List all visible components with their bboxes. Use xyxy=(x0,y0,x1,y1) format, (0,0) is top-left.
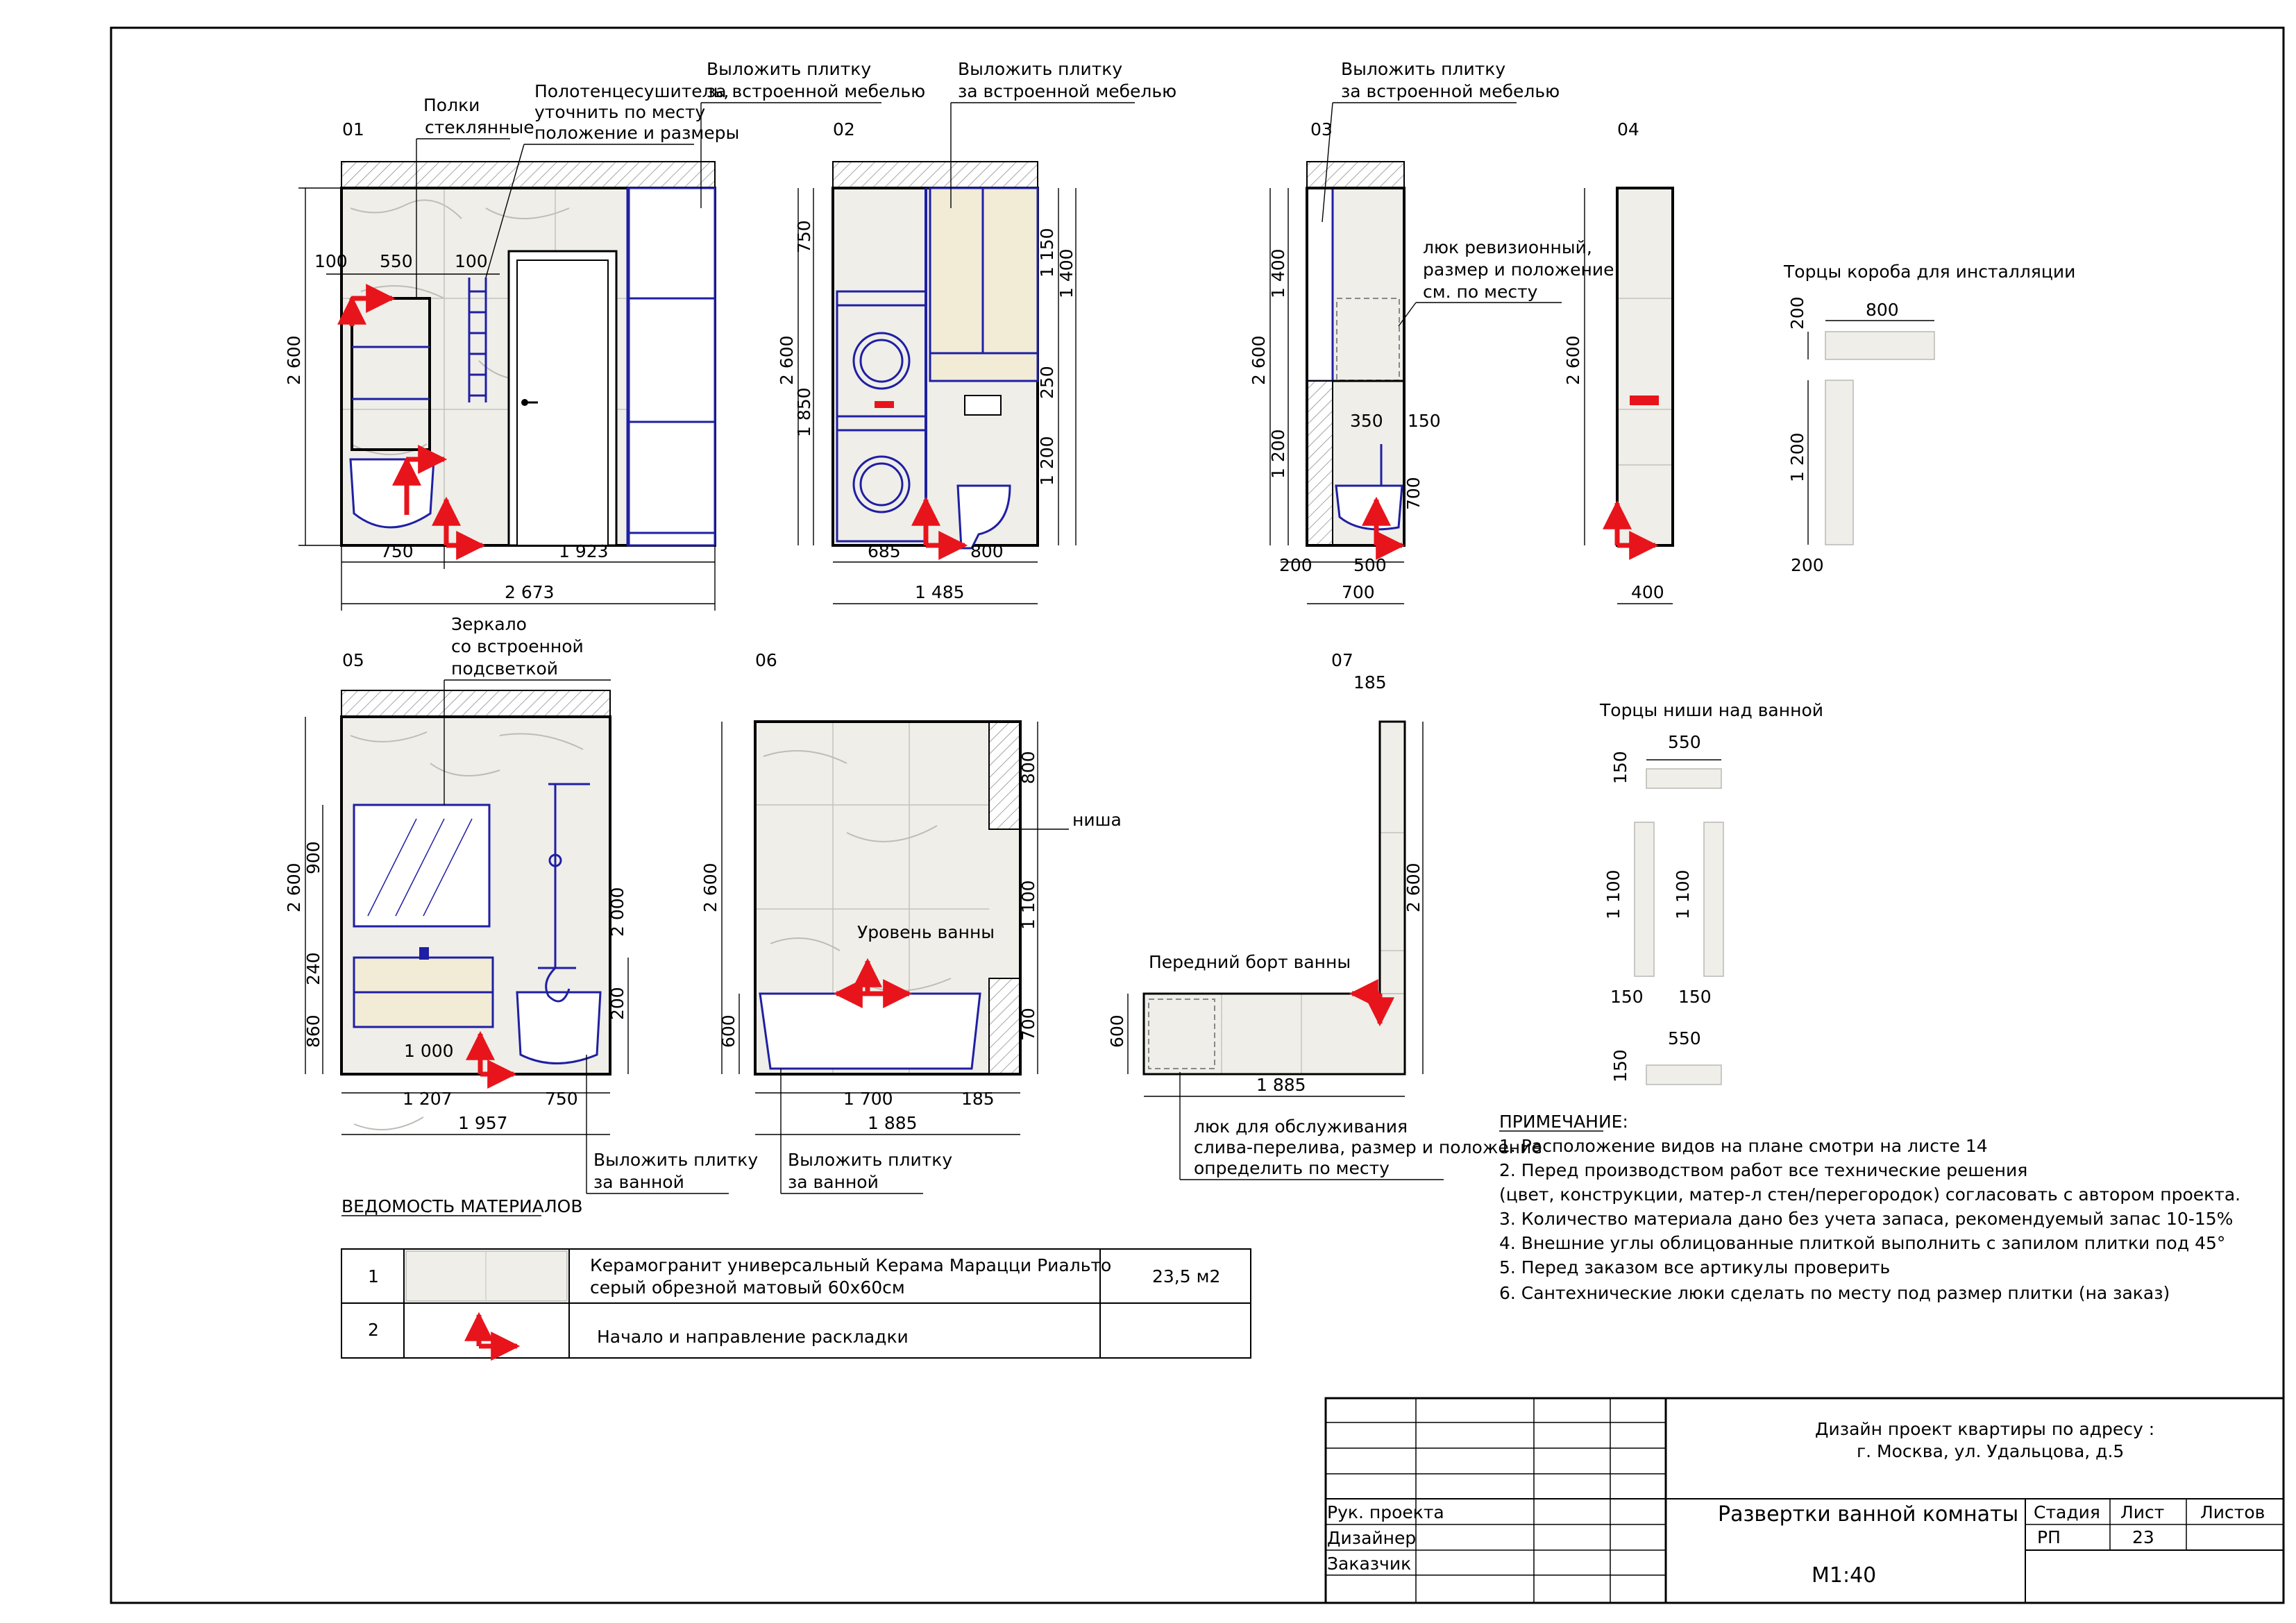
label-views-v06-d185: 185 xyxy=(961,1089,995,1109)
label-views-v03-d150: 150 xyxy=(1408,411,1441,431)
label-views-v03-d1400: 1 400 xyxy=(1268,248,1288,298)
label-views-v03-d200: 200 xyxy=(1279,555,1312,575)
label-views-v06-note2: за ванной xyxy=(788,1172,879,1192)
label-views-v03-d500: 500 xyxy=(1353,555,1387,575)
label-views-v01-towel2: уточнить по месту xyxy=(534,102,706,122)
label-materials-rows-0-qty: 23,5 м2 xyxy=(1152,1266,1221,1286)
label-stamp-roles-1: Дизайнер xyxy=(1327,1528,1417,1548)
label-views-niche-d1100a: 1 100 xyxy=(1603,869,1623,919)
label-views-v04-d2600: 2 600 xyxy=(1563,335,1583,385)
materials-table xyxy=(341,1196,1251,1358)
notes-block xyxy=(1499,1112,2240,1303)
label-views-v02-note2: за встроенной мебелью xyxy=(958,81,1177,101)
label-views-v01-polki: Полки xyxy=(423,95,480,115)
label-views-v07-d2600: 2 600 xyxy=(1403,863,1424,912)
label-views-v02-d250: 250 xyxy=(1037,366,1057,399)
label-views-v07-luk2: слива-перелива, размер и положение xyxy=(1194,1137,1542,1157)
label-views-box-d800: 800 xyxy=(1866,300,1899,320)
label-views-v05-d1000: 1 000 xyxy=(404,1041,454,1061)
label-stamp-stage: РП xyxy=(2037,1527,2061,1547)
label-views-v06-level: Уровень ванны xyxy=(857,922,995,942)
label-notes-lines-3: 3. Количество материала дано без учета запаса, рекомендуемый запас 10-15% xyxy=(1499,1209,2234,1229)
label-views-v06-d1885: 1 885 xyxy=(868,1113,918,1133)
label-materials-rows-0-n: 1 xyxy=(368,1266,379,1286)
label-views-niche-d550a: 550 xyxy=(1668,732,1701,752)
label-notes-lines-4: 4. Внешние углы облицованные плиткой выполнить с запилом плитки под 45° xyxy=(1499,1233,2226,1253)
label-views-box-title: Торцы короба для инсталляции xyxy=(1784,262,2076,282)
label-views-v02-d1400: 1 400 xyxy=(1056,248,1077,298)
label-views-v05-d860: 860 xyxy=(303,1014,323,1048)
label-views-v05-num: 05 xyxy=(342,650,364,670)
bathtub xyxy=(760,994,980,1069)
label-notes-lines-0: 1. Расположение видов на плане смотри на листе 14 xyxy=(1499,1136,1988,1156)
label-views-niche-d150d: 150 xyxy=(1610,1049,1630,1082)
label-views-v01-d2600: 2 600 xyxy=(284,335,304,385)
label-stamp-project2: г. Москва, ул. Удальцова, д.5 xyxy=(1857,1441,2125,1461)
label-views-v01-d750: 750 xyxy=(380,541,414,561)
label-notes-lines-2: (цвет, конструкции, матер-л стен/перегородок) согласовать с автором проекта. xyxy=(1499,1184,2241,1205)
label-views-v07-num: 07 xyxy=(1331,650,1353,670)
view-01 xyxy=(284,59,925,611)
label-views-v07-d185: 185 xyxy=(1353,672,1387,692)
label-views-v07-d600: 600 xyxy=(1107,1014,1127,1048)
flush-plate xyxy=(965,396,1001,415)
label-views-box-d200b: 200 xyxy=(1791,555,1824,575)
label-views-v02-d1200: 1 200 xyxy=(1037,436,1057,486)
label-views-v03-note2: за встроенной мебелью xyxy=(1341,81,1560,101)
view-03 xyxy=(1249,59,1614,604)
label-views-v01-d100a: 100 xyxy=(314,251,348,271)
label-views-v01-towel3: положение и размеры xyxy=(534,123,740,143)
label-views-v05-d900: 900 xyxy=(303,841,323,874)
label-stamp-scale: М1:40 xyxy=(1812,1563,1877,1588)
title-block xyxy=(1326,1398,2284,1603)
label-views-niche-d150a: 150 xyxy=(1610,751,1630,784)
label-views-v07-luk3: определить по месту xyxy=(1194,1158,1390,1178)
label-views-v01-tileover2: за встроенной мебелью xyxy=(707,81,926,101)
ceiling-hatch xyxy=(341,162,715,188)
label-notes-lines-5: 5. Перед заказом все артикулы проверить xyxy=(1499,1257,1891,1277)
label-views-v05-d200: 200 xyxy=(607,987,627,1020)
label-views-v03-luk3: см. по месту xyxy=(1423,282,1538,302)
label-views-v01-d550: 550 xyxy=(380,251,413,271)
label-views-v05-d240: 240 xyxy=(303,952,323,985)
label-views-v06-d1100: 1 100 xyxy=(1018,880,1038,930)
view-07 xyxy=(1107,650,1542,1180)
label-views-v05-d1207: 1 207 xyxy=(403,1089,453,1109)
label-views-niche-d550b: 550 xyxy=(1668,1028,1701,1048)
label-materials-rows-0-desc1: Керамогранит универсальный Керама Марацци Риальто xyxy=(590,1255,1112,1275)
label-views-v03-num: 03 xyxy=(1310,119,1333,139)
label-views-v01-d1923: 1 923 xyxy=(559,541,609,561)
label-views-box-d1200: 1 200 xyxy=(1787,432,1807,482)
label-views-v06-d600: 600 xyxy=(718,1014,738,1048)
label-views-v03-d350: 350 xyxy=(1350,411,1383,431)
label-materials-rows-1-n: 2 xyxy=(368,1320,379,1340)
label-views-niche-title: Торцы ниши над ванной xyxy=(1600,700,1823,720)
label-views-v02-note1: Выложить плитку xyxy=(958,59,1123,79)
label-views-v03-note1: Выложить плитку xyxy=(1341,59,1506,79)
label-views-v07-d1885: 1 885 xyxy=(1256,1075,1306,1095)
bathtub-end xyxy=(351,459,434,527)
label-views-niche-d150b: 150 xyxy=(1610,987,1644,1007)
label-views-v01-polki2: стеклянные xyxy=(425,117,534,137)
label-views-v02-d1150: 1 150 xyxy=(1037,228,1057,278)
label-materials-rows-0-desc2: серый обрезной матовый 60х60см xyxy=(590,1277,905,1298)
label-stamp-h_stage: Стадия xyxy=(2034,1502,2100,1522)
label-views-v01-d100b: 100 xyxy=(455,251,488,271)
label-views-v02-d750: 750 xyxy=(794,220,814,253)
label-views-v05-d1957: 1 957 xyxy=(458,1113,508,1133)
built-in-cabinet xyxy=(628,188,715,545)
label-views-box-d200a: 200 xyxy=(1787,296,1807,330)
label-stamp-h_sheets: Листов xyxy=(2200,1502,2265,1522)
label-views-v03-d700v: 700 xyxy=(1403,477,1424,510)
label-notes-title: ПРИМЕЧАНИЕ: xyxy=(1499,1112,1628,1132)
label-stamp-sheet: 23 xyxy=(2132,1527,2154,1547)
view-number: 01 xyxy=(342,119,364,139)
label-materials-rows-1-desc1: Начало и направление раскладки xyxy=(597,1327,909,1347)
label-views-v05-d2000: 2 000 xyxy=(607,887,627,937)
label-views-v01-tileover1: Выложить плитку xyxy=(707,59,872,79)
label-views-v02-d1850: 1 850 xyxy=(794,387,814,437)
niche-ends xyxy=(1599,700,1823,1085)
view-02 xyxy=(777,59,1176,604)
label-views-v06-d2600: 2 600 xyxy=(700,863,720,912)
view-06 xyxy=(700,650,1122,1193)
label-views-v05-mirror2: со встроенной xyxy=(451,636,584,656)
label-views-v05-mirror3: подсветкой xyxy=(451,658,558,679)
installation-box-ends xyxy=(1783,262,2075,575)
label-views-v06-d1700: 1 700 xyxy=(843,1089,893,1109)
label-views-v02-d685: 685 xyxy=(868,541,901,561)
label-views-v06-d800: 800 xyxy=(1018,751,1038,784)
label-views-v02-num: 02 xyxy=(833,119,855,139)
label-views-v04-num: 04 xyxy=(1617,119,1639,139)
view-04 xyxy=(1563,119,1673,604)
label-views-v03-d700: 700 xyxy=(1342,582,1375,602)
label-views-v05-note1: Выложить плитку xyxy=(593,1150,759,1170)
label-views-v05-d2600: 2 600 xyxy=(284,863,304,912)
mirror xyxy=(354,805,489,926)
label-materials-title: ВЕДОМОСТЬ МАТЕРИАЛОВ xyxy=(341,1196,583,1216)
label-stamp-h_sheet: Лист xyxy=(2120,1502,2165,1522)
label-notes-lines-6: 6. Сантехнические люки сделать по месту под размер плитки (на заказ) xyxy=(1499,1283,2170,1303)
label-views-v05-d750: 750 xyxy=(545,1089,578,1109)
label-views-v03-luk2: размер и положение xyxy=(1423,260,1614,280)
label-views-v05-mirror1: Зеркало xyxy=(451,614,527,634)
label-stamp-roles-0: Рук. проекта xyxy=(1327,1502,1444,1522)
label-views-v06-note1: Выложить плитку xyxy=(788,1150,953,1170)
label-notes-lines-1: 2. Перед производством работ все технические решения xyxy=(1499,1160,2028,1180)
label-stamp-roles-2: Заказчик xyxy=(1327,1554,1412,1574)
label-views-v02-d1485: 1 485 xyxy=(915,582,965,602)
label-views-v06-num: 06 xyxy=(755,650,777,670)
label-views-v04-d400: 400 xyxy=(1631,582,1664,602)
label-views-v03-d1200: 1 200 xyxy=(1268,429,1288,479)
label-views-v02-d800: 800 xyxy=(970,541,1004,561)
label-views-niche-d150c: 150 xyxy=(1678,987,1712,1007)
label-views-v06-d700: 700 xyxy=(1018,1008,1038,1041)
label-views-v02-d2600: 2 600 xyxy=(777,335,797,385)
label-views-niche-d1100b: 1 100 xyxy=(1673,869,1693,919)
label-views-v01-towel1: Полотенцесушитель, xyxy=(534,81,729,101)
label-stamp-sheet_title: Развертки ванной комнаты xyxy=(1718,1502,2019,1527)
label-stamp-project1: Дизайн проект квартиры по адресу : xyxy=(1815,1419,2155,1439)
label-views-v05-note2: за ванной xyxy=(593,1172,684,1192)
label-views-v03-luk1: люк ревизионный, xyxy=(1423,237,1592,257)
label-views-v03-d2600: 2 600 xyxy=(1249,335,1269,385)
label-views-v07-front: Передний борт ванны xyxy=(1149,952,1351,972)
label-views-v01-d2673: 2 673 xyxy=(505,582,555,602)
view-05 xyxy=(284,614,758,1193)
label-views-v07-luk1: люк для обслуживания xyxy=(1194,1116,1408,1137)
label-views-v06-nisha: ниша xyxy=(1072,810,1122,830)
